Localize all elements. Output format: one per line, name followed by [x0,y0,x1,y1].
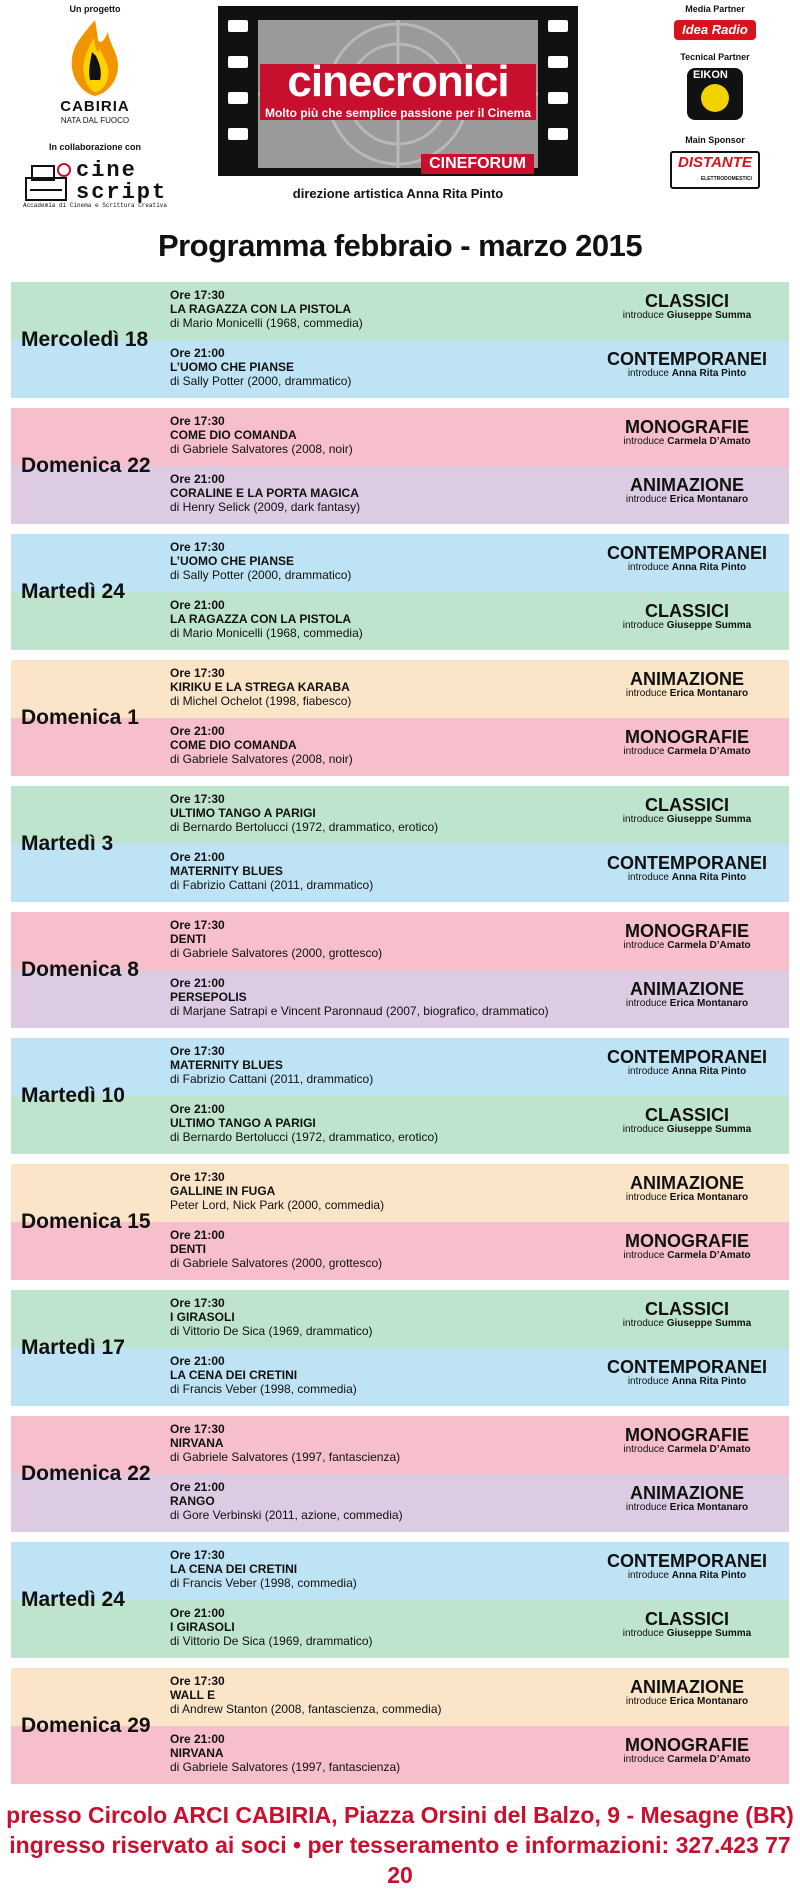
banner-tagline: Molto più che semplice passione per il Cinema [264,106,532,120]
distante-logo [670,151,760,189]
distante-sub: ELETTRODOMESTICI [700,176,752,182]
screening-time: Ore 21:00 [170,1606,225,1620]
film-credit: di Mario Monicelli (1968, commedia) [170,316,363,330]
category-name: MONOGRAFIE [625,417,749,437]
intro-prefix: introduce [623,940,665,951]
category-name: CLASSICI [644,1609,729,1629]
intro-prefix: introduce [623,1444,665,1455]
category-block [597,1552,777,1582]
film-credit: di Fabrizio Cattani (2011, drammatico) [170,1072,374,1086]
footer [0,1800,800,1890]
category-name: CLASSICI [644,1105,729,1125]
film-title: NIRVANA [170,1436,224,1450]
film-title: I GIRASOLI [170,1310,235,1324]
screening-info [170,1606,373,1648]
category-block [597,670,777,700]
screening-info [170,540,351,582]
day-label: Domenica 1 [21,706,139,729]
tech-partner-label: Tecnical Partner [680,52,750,62]
category-block [597,854,777,884]
category-intro [597,1754,777,1766]
screening-info [170,598,363,640]
screening-info [170,1480,403,1522]
screening-info [170,414,353,456]
screening-info [170,1422,400,1464]
intro-name: Carmela D’Amato [667,436,751,447]
day-label: Martedì 10 [21,1084,125,1107]
intro-name: Carmela D’Amato [667,1250,751,1261]
day-label: Martedì 3 [21,832,114,855]
eikon-logo [687,68,743,120]
screening-time: Ore 17:30 [170,414,225,428]
film-credit: di Gore Verbinski (2011, azione, commedia) [170,1508,403,1522]
category-name: MONOGRAFIE [625,727,749,747]
film-credit: di Gabriele Salvatores (2000, grottesco) [170,1256,383,1270]
intro-prefix: introduce [622,1628,664,1639]
category-name: CONTEMPORANEI [606,543,767,563]
category-block [597,350,777,380]
intro-prefix: introduce [627,1570,669,1581]
day-block [11,786,789,902]
category-name: ANIMAZIONE [630,1173,744,1193]
film-title: ULTIMO TANGO A PARIGI [170,1116,316,1130]
screening-time: Ore 21:00 [170,724,225,738]
intro-name: Erica Montanaro [669,1696,749,1707]
day-label: Martedì 17 [21,1336,125,1359]
screening-time: Ore 21:00 [170,850,225,864]
category-name: CONTEMPORANEI [606,349,767,369]
intro-name: Carmela D’Amato [667,940,751,951]
screening-info [170,1354,357,1396]
category-intro [597,872,777,884]
film-title: GALLINE IN FUGA [170,1184,276,1198]
intro-prefix: introduce [622,310,664,321]
film-title: MATERNITY BLUES [170,1058,283,1072]
left-logos [15,4,175,210]
film-credit: di Andrew Stanton (2008, fantascienza, commedia) [170,1702,442,1716]
film-title: LA RAGAZZA CON LA PISTOLA [170,612,352,626]
category-name: ANIMAZIONE [630,979,744,999]
category-block [597,476,777,506]
idea-radio-logo: Idea Radio [674,20,756,40]
category-intro [597,746,777,758]
intro-name: Carmela D’Amato [667,746,751,757]
banner-title: cinecronici [287,57,509,106]
screening-info [170,472,360,514]
category-block [597,418,777,448]
screening-time: Ore 17:30 [170,288,225,302]
film-credit: di Gabriele Salvatores (1997, fantascienza) [170,1450,401,1464]
footer-address: presso Circolo ARCI CABIRIA, Piazza Orsini del Balzo, 9 - Mesagne (BR) [6,1802,794,1828]
screening-time: Ore 17:30 [170,1422,225,1436]
distante-name: DISTANTE [678,154,752,171]
category-name: CONTEMPORANEI [606,853,767,873]
category-intro [597,1124,777,1136]
right-partners [640,4,790,189]
category-intro [597,368,777,380]
film-title: WALL E [170,1688,216,1702]
day-label: Domenica 22 [21,454,151,477]
film-title: COME DIO COMANDA [170,428,297,442]
film-credit: di Mario Monicelli (1968, commedia) [170,626,363,640]
screening-info [170,724,353,766]
film-credit: di Francis Veber (1998, commedia) [170,1382,357,1396]
category-name: CONTEMPORANEI [606,1551,767,1571]
screening-info [170,1548,357,1590]
cabiria-sub: NATA DAL FUOCO [60,116,130,125]
screening-info [170,1170,384,1212]
category-intro [597,1376,777,1388]
film-title: PERSEPOLIS [170,990,247,1004]
film-credit: di Francis Veber (1998, commedia) [170,1576,357,1590]
intro-name: Giuseppe Summa [666,1628,752,1639]
film-title: I GIRASOLI [170,1620,235,1634]
footer-info: ingresso riservato ai soci • per tesseramento e informazioni: 327.423 77 20 [9,1832,791,1888]
category-intro [597,1066,777,1078]
intro-name: Carmela D’Amato [667,1444,751,1455]
category-block [597,292,777,322]
film-credit: di Fabrizio Cattani (2011, drammatico) [170,878,374,892]
cabiria-name: CABIRIA [60,98,130,115]
intro-name: Erica Montanaro [669,1192,749,1203]
day-block [11,1164,789,1280]
category-block [597,1300,777,1330]
screening-info [170,1296,373,1338]
flame-icon [50,18,140,98]
category-block [597,1484,777,1514]
media-partner-label: Media Partner [685,4,745,14]
film-title: L’UOMO CHE PIANSE [170,554,295,568]
intro-prefix: introduce [622,1124,664,1135]
category-block [597,1610,777,1640]
intro-name: Anna Rita Pinto [671,1066,747,1077]
category-intro [597,1318,777,1330]
screening-info [170,288,363,330]
intro-prefix: introduce [625,1696,667,1707]
film-title: LA RAGAZZA CON LA PISTOLA [170,302,352,316]
category-intro [597,1628,777,1640]
day-label: Martedì 24 [21,1588,125,1611]
category-intro [597,620,777,632]
screening-time: Ore 17:30 [170,666,225,680]
film-title: CORALINE E LA PORTA MAGICA [170,486,359,500]
screening-info [170,850,373,892]
intro-prefix: introduce [623,746,665,757]
screening-time: Ore 21:00 [170,1480,225,1494]
film-credit: di Marjane Satrapi e Vincent Paronnaud (2007, biografico, drammatico) [170,1004,549,1018]
film-title: COME DIO COMANDA [170,738,297,752]
screening-time: Ore 17:30 [170,540,225,554]
category-intro [597,1192,777,1204]
day-label: Domenica 22 [21,1462,151,1485]
screening-time: Ore 17:30 [170,1548,225,1562]
film-credit: di Gabriele Salvatores (1997, fantascienza) [170,1760,401,1774]
intro-prefix: introduce [627,1376,669,1387]
main-sponsor-label: Main Sponsor [685,135,745,145]
screening-time: Ore 21:00 [170,1102,225,1116]
schedule-list [11,282,789,1794]
intro-prefix: introduce [627,562,669,573]
film-title: LA CENA DEI CRETINI [170,1368,298,1382]
intro-name: Erica Montanaro [669,494,749,505]
screening-info [170,1674,442,1716]
intro-prefix: introduce [627,872,669,883]
category-intro [597,1696,777,1708]
screening-time: Ore 21:00 [170,472,225,486]
screening-time: Ore 17:30 [170,1170,225,1184]
screening-time: Ore 21:00 [170,976,225,990]
intro-name: Erica Montanaro [669,1502,749,1513]
screening-time: Ore 21:00 [170,1228,225,1242]
project-label: Un progetto [69,4,121,14]
category-block [597,1232,777,1262]
category-block [597,1048,777,1078]
category-intro [597,688,777,700]
category-block [597,796,777,826]
screening-info [170,1732,400,1774]
intro-name: Giuseppe Summa [666,1124,752,1135]
intro-name: Erica Montanaro [669,688,749,699]
intro-prefix: introduce [622,814,664,825]
screening-time: Ore 17:30 [170,1674,225,1688]
category-intro [597,940,777,952]
day-block [11,1542,789,1658]
category-block [597,602,777,632]
screening-info [170,1102,438,1144]
screening-time: Ore 17:30 [170,1296,225,1310]
category-block [597,980,777,1010]
category-name: ANIMAZIONE [630,1677,744,1697]
day-block [11,1416,789,1532]
day-block [11,1668,789,1784]
intro-name: Giuseppe Summa [666,310,752,321]
screening-info [170,1044,373,1086]
screening-time: Ore 21:00 [170,1732,225,1746]
screening-time: Ore 17:30 [170,918,225,932]
film-credit: di Henry Selick (2009, dark fantasy) [170,500,361,514]
film-credit: di Gabriele Salvatores (2008, noir) [170,442,353,456]
category-intro [597,1502,777,1514]
day-block [11,660,789,776]
category-name: CLASSICI [644,601,729,621]
category-intro [597,562,777,574]
category-intro [597,1444,777,1456]
category-block [597,544,777,574]
day-block [11,408,789,524]
film-title: DENTI [170,1242,206,1256]
collab-label: In collaborazione con [48,142,141,152]
category-block [597,1358,777,1388]
film-credit: di Vittorio De Sica (1969, drammatico) [170,1634,373,1648]
category-name: MONOGRAFIE [625,921,749,941]
film-credit: di Michel Ochelot (1998, fiabesco) [170,694,352,708]
film-credit: di Gabriele Salvatores (2000, grottesco) [170,946,383,960]
intro-prefix: introduce [627,368,669,379]
program-title: Programma febbraio - marzo 2015 [157,228,643,263]
intro-prefix: introduce [625,1192,667,1203]
day-block [11,1038,789,1154]
category-block [597,728,777,758]
day-block [11,282,789,398]
category-intro [597,1570,777,1582]
direction-credit: direzione artistica Anna Rita Pinto [292,186,504,201]
screening-info [170,976,549,1018]
intro-prefix: introduce [622,620,664,631]
screening-info [170,792,438,834]
eikon-name: EIKON [693,69,728,81]
intro-name: Carmela D’Amato [667,1754,751,1765]
category-intro [597,1250,777,1262]
day-label: Domenica 15 [21,1210,151,1233]
category-intro [597,310,777,322]
day-label: Mercoledì 18 [21,328,149,351]
cinecronici-banner [218,6,578,176]
intro-prefix: introduce [622,1318,664,1329]
film-credit: di Gabriele Salvatores (2008, noir) [170,752,353,766]
intro-prefix: introduce [623,1754,665,1765]
typewriter-icon [24,160,76,204]
intro-name: Anna Rita Pinto [671,872,747,883]
intro-prefix: introduce [623,1250,665,1261]
intro-prefix: introduce [623,436,665,447]
category-intro [597,494,777,506]
category-block [597,1426,777,1456]
day-label: Domenica 29 [21,1714,151,1737]
screening-info [170,1228,382,1270]
film-title: L’UOMO CHE PIANSE [170,360,295,374]
category-name: CONTEMPORANEI [606,1047,767,1067]
screening-time: Ore 21:00 [170,346,225,360]
category-intro [597,814,777,826]
intro-name: Anna Rita Pinto [671,562,747,573]
screening-time: Ore 21:00 [170,598,225,612]
day-label: Domenica 8 [21,958,139,981]
film-title: MATERNITY BLUES [170,864,283,878]
category-name: CLASSICI [644,795,729,815]
screening-info [170,918,382,960]
category-name: ANIMAZIONE [630,1483,744,1503]
day-block [11,1290,789,1406]
category-intro [597,436,777,448]
film-credit: di Sally Potter (2000, drammatico) [170,568,352,582]
day-label: Martedì 24 [21,580,125,603]
cineforum-badge: CINEFORUM [421,154,534,174]
film-credit: Peter Lord, Nick Park (2000, commedia) [170,1198,385,1212]
category-name: MONOGRAFIE [625,1735,749,1755]
film-credit: di Bernardo Bertolucci (1972, drammatico, erotico) [170,820,439,834]
intro-prefix: introduce [625,494,667,505]
day-block [11,912,789,1028]
category-name: MONOGRAFIE [625,1231,749,1251]
category-intro [597,998,777,1010]
screening-time: Ore 21:00 [170,1354,225,1368]
screening-info [170,346,351,388]
category-name: MONOGRAFIE [625,1425,749,1445]
film-credit: di Bernardo Bertolucci (1972, drammatico, erotico) [170,1130,439,1144]
film-title: LA CENA DEI CRETINI [170,1562,298,1576]
screening-time: Ore 17:30 [170,1044,225,1058]
film-credit: di Sally Potter (2000, drammatico) [170,374,352,388]
film-title: RANGO [170,1494,215,1508]
intro-prefix: introduce [625,1502,667,1513]
category-name: CONTEMPORANEI [606,1357,767,1377]
film-title: ULTIMO TANGO A PARIGI [170,806,316,820]
film-credit: di Vittorio De Sica (1969, drammatico) [170,1324,373,1338]
category-block [597,1174,777,1204]
category-block [597,1106,777,1136]
film-title: NIRVANA [170,1746,224,1760]
intro-name: Anna Rita Pinto [671,1376,747,1387]
screening-info [170,666,351,708]
category-block [597,922,777,952]
category-block [597,1736,777,1766]
intro-prefix: introduce [625,998,667,1009]
cinescript-name: cine script [76,158,168,205]
film-title: DENTI [170,932,206,946]
intro-name: Erica Montanaro [669,998,749,1009]
category-name: CLASSICI [644,291,729,311]
intro-name: Giuseppe Summa [666,814,752,825]
intro-prefix: introduce [625,688,667,699]
screening-time: Ore 17:30 [170,792,225,806]
day-block [11,534,789,650]
cinescript-sub: Accademia di Cinema e Scrittura Creativa [22,202,168,209]
category-block [597,1678,777,1708]
intro-prefix: introduce [627,1066,669,1077]
category-name: CLASSICI [644,1299,729,1319]
intro-name: Giuseppe Summa [666,1318,752,1329]
cabiria-logo [50,18,140,128]
cinescript-logo [20,158,170,210]
category-name: ANIMAZIONE [630,475,744,495]
intro-name: Anna Rita Pinto [671,1570,747,1581]
category-name: ANIMAZIONE [630,669,744,689]
film-title: KIRIKU E LA STREGA KARABA [170,680,350,694]
intro-name: Giuseppe Summa [666,620,752,631]
intro-name: Anna Rita Pinto [671,368,747,379]
